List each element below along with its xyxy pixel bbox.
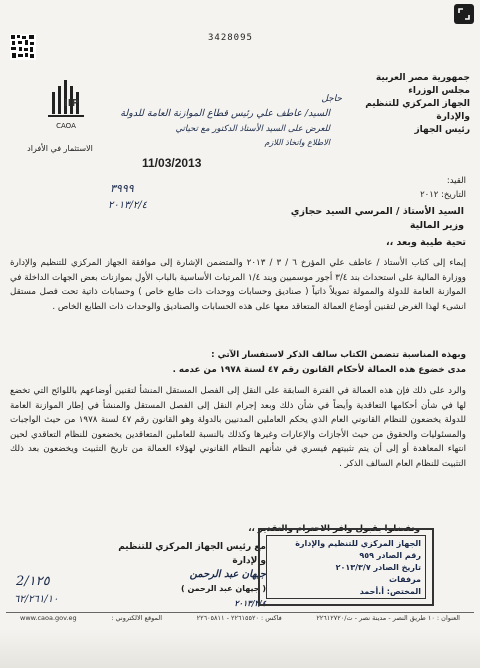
- stamp-line-3: تاريخ الصادر ٢٠١٣/٣/٧: [335, 563, 421, 572]
- footer-divider: [6, 612, 474, 613]
- footer: [20, 614, 460, 622]
- ref-year: ٢٠١٢: [420, 190, 439, 200]
- date-stamp: 11/03/2013: [142, 156, 202, 170]
- stamp-line-1: الجهاز المركزي للتنظيم والإدارة: [295, 539, 421, 548]
- logo-caption: الاستثمار في الأفراد: [27, 144, 93, 153]
- footer-website-label: الموقع الالكتروني :: [111, 614, 163, 622]
- ref-label: القيد:: [446, 176, 466, 186]
- header-agency: الجهاز المركزي للتنظيم والإدارة: [365, 99, 470, 122]
- closing: وتفضلوا بقبول وافر الاحترام والتقدير ،،: [248, 524, 420, 534]
- paragraph-4: والرد على ذلك فإن هذه العمالة في الفترة السابقة على النقل إلى الفصل المستقل المنشأ لتقنين أوضاعهم باللوائح التي تخضع لها في شأن أحكامها التعاقدية وأيضاً في شأن ذلك وبعد إجرام النقل إلى الفصل المستقل والمنشأ في إطار الموازنة العامة للدولة يخضعون للنظام القانوني العام الذي يحكم العاملين المدنيين بالدولة وهو القانون رقم ٤٧ لسنة ١٩٧٨ من حيث الواجبات والمسئوليات والحقوق من حيث الأجازات والإعارات وغيرها وكذلك بالنسبة للعاملين المتعاقدين يخضعون للنظام التعاقدي لحين انتهاء المعاهدة أو إلى أن يتم تثبيتهم فيسري في شأنهم النظام القانوني لهؤلاء العمالة من تاريخ التثبيت ويخضعون بعد ذلك التثبيت للنظام العام السالف الذكر .: [10, 386, 466, 469]
- ref-date-handwritten: ٢٠١٣/٢/٤: [108, 200, 147, 211]
- header-head: رئيس الجهاز: [414, 125, 470, 135]
- header-country: جمهورية مصر العربية: [375, 73, 470, 83]
- expand-icon[interactable]: [454, 4, 474, 24]
- signature-title: مع رئيس الجهاز المركزي للتنظيم والإدارة: [118, 542, 266, 566]
- paragraph-1: إيماء إلى كتاب الأستاذ / عاطف علي المؤرخ ٦ / ٣ / ٢٠١٣ والمتضمن الإشارة إلى موافقة الجهاز المركزي للتنظيم والإدارة ووزارة المالية على استحداث بند ٣/٤ أجور موسميين ويند ١/٤ المرتبات الأساسية بالباب الأول بموازنات بعض الجهات الداخلة في الموازنة العامة للدولة والممولة تمويلاً ذاتياً ( صناديق وحسابات ووحدات ذات طابع خاص ) وحسابات ذاتية تحت فصل مستقل انشىء لهذا الغرض لتقنين أوضاع العمالة المتعاقد معها على هذه الحسابات والصناديق والوحدات ذات الطابع الخاص .: [10, 258, 467, 312]
- addressee-title: وزير المالية: [409, 220, 464, 231]
- serial-number: 3428095: [208, 33, 253, 43]
- greeting: تحية طيبة وبعد ،،: [386, 237, 466, 248]
- signature-name: جيهان عبد الرحمن: [189, 569, 266, 580]
- ref-number-handwritten: ٣٩٩٩: [110, 182, 134, 195]
- handwritten-line-2: للعرض على السيد الأستاذ الدكتور مع تحياتي: [175, 124, 330, 134]
- signature-name-print: ( جيهان عبد الرحمن ): [181, 584, 266, 593]
- signature-block: [96, 540, 266, 610]
- stamp-line-4: مرفقات: [389, 575, 421, 584]
- handwritten-signature-note: الاطلاع واتخاذ اللازم: [264, 138, 330, 147]
- stamp-line-5: المختص: أ.أحمد: [359, 587, 421, 596]
- addressee: [291, 205, 464, 233]
- addressee-name: السيد الأستاذ / المرسي السيد حجازي: [290, 206, 464, 217]
- left-hw-top: 2/١٢٥: [16, 574, 50, 589]
- svg-text:CAOA: CAOA: [56, 122, 76, 130]
- paragraph-3: مدى خضوع هذه العمالة لأحكام القانون رقم ٤٧ لسنة ١٩٧٨ من عدمه .: [172, 365, 466, 375]
- footer-website: www.caoa.gov.eg: [20, 614, 77, 622]
- handwritten-line-1: السيد/ عاطف علي رئيس قطاع الموازنة العامة للدولة: [120, 108, 330, 119]
- footer-fax: فاكس : ٢٢٦١٥٥٢٠ - ٢٢٦٠٥٨١١: [196, 614, 282, 622]
- paragraph-2: وبهذه المناسبة تتضمن الكتاب سالف الذكر لاستفسار الآتي :: [211, 350, 466, 360]
- header-council: مجلس الوزراء: [408, 86, 470, 96]
- barcode-icon: [10, 34, 36, 60]
- reference-block: [336, 174, 466, 202]
- left-hw-bottom: ٦٢/٢٦١/١٠: [14, 594, 59, 605]
- signature-date: ٢٠١٣/٣/٤: [234, 598, 266, 608]
- incoming-stamp: [258, 528, 434, 606]
- logo-acronym: IIP: [64, 98, 79, 109]
- footer-address: العنوان : ١٠ طريق النصر - مدينة نصر - ت/٢٢٦١٢٧٢٠: [316, 614, 460, 622]
- date-label: التاريخ:: [441, 190, 466, 200]
- stamp-line-2: رقم الصادر ٩٥٩: [359, 551, 421, 560]
- handwritten-annotation: حاجل: [321, 94, 342, 104]
- page-bottom-margin: [0, 630, 480, 668]
- letterhead: [350, 72, 470, 137]
